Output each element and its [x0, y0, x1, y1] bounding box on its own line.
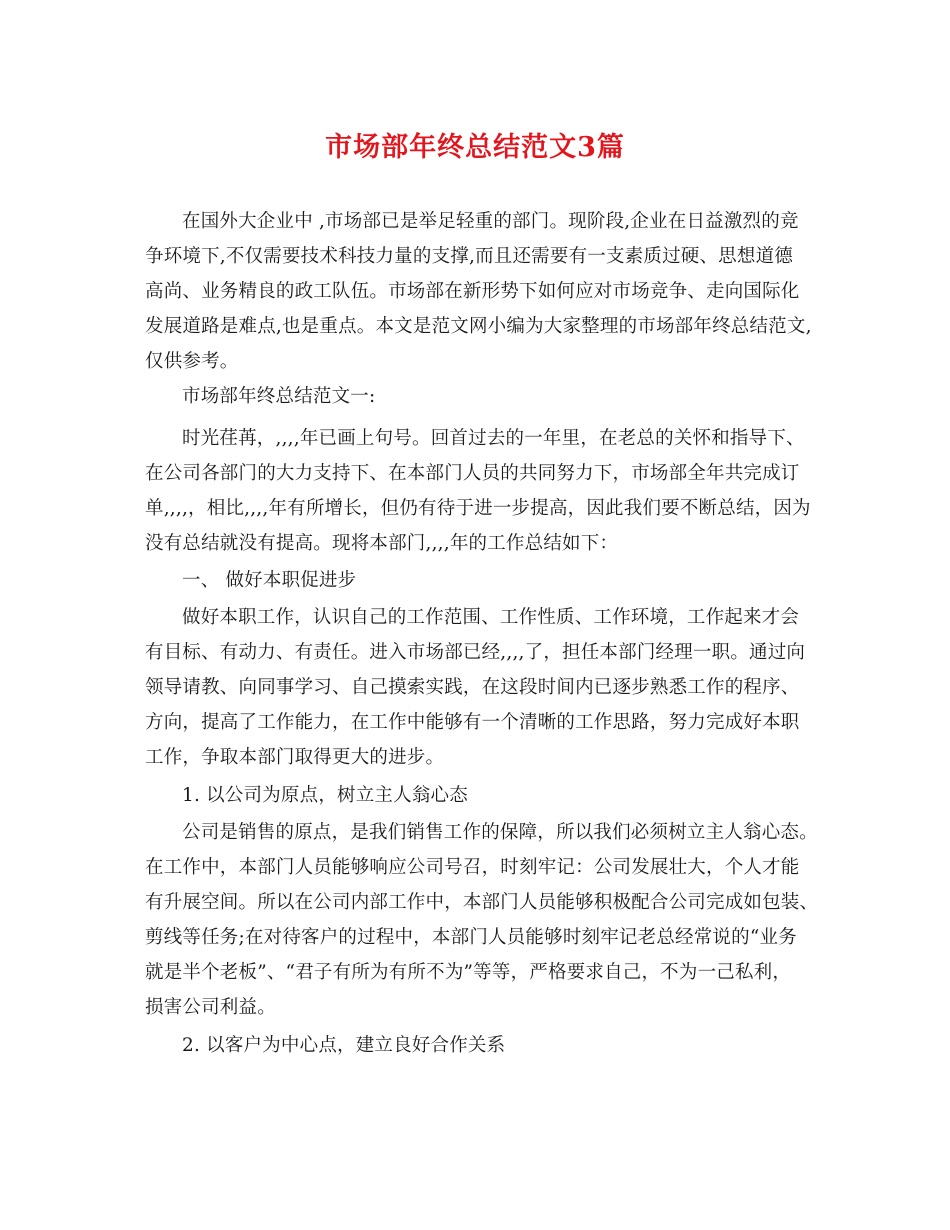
paragraph-line: 剪线等任务;在对待客户的过程中，本部门人员能够时刻牢记老总经常说的“业务	[145, 927, 797, 948]
paragraph-line: 时光荏苒，,,,,年已画上句号。回首过去的一年里，在老总的关怀和指导下、	[182, 428, 805, 449]
paragraph-line: 工作，争取本部门取得更大的进步。	[145, 747, 445, 768]
paragraph-line: 高尚、业务精良的政工队伍。市场部在新形势下如何应对市场竞争、走向国际化	[145, 281, 800, 302]
paragraph-line: 发展道路是难点,也是重点。本文是范文网小编为大家整理的市场部年终总结范文,	[145, 316, 812, 337]
paragraph-line: 做好本职工作，认识自己的工作范围、工作性质、工作环境，工作起来才会	[182, 607, 800, 628]
section-heading: 一、 做好本职促进步	[182, 570, 357, 591]
paragraph-line: 公司是销售的原点，是我们销售工作的保障，所以我们必须树立主人翁心态。	[182, 822, 818, 843]
paragraph-line: 单,,,,，相比,,,,年有所增长，但仍有待于进一步提高，因此我们要不断总结，因为	[145, 498, 811, 519]
paragraph-line: 有目标、有动力、有责任。进入市场部已经,,,,了，担任本部门经理一职。通过向	[145, 642, 806, 663]
paragraph-line: 仅供参考。	[145, 351, 239, 372]
paragraph-line: 方向，提高了工作能力，在工作中能够有一个清晰的工作思路，努力完成好本职	[145, 712, 800, 733]
paragraph-line: 领导请教、向同事学习、自己摸索实践，在这段时间内已逐步熟悉工作的程序、	[145, 677, 800, 698]
paragraph-line: 就是半个老板”、“君子有所为有所不为”等等，严格要求自己，不为一己私利，	[145, 962, 792, 983]
paragraph-line: 损害公司利益。	[145, 997, 276, 1018]
paragraph-line: 没有总结就没有提高。现将本部门,,,,年的工作总结如下：	[145, 533, 619, 554]
section-heading: 市场部年终总结范文一:	[182, 386, 376, 407]
section-heading: 1. 以公司为原点，树立主人翁心态	[182, 785, 468, 806]
paragraph-line: 争环境下,不仅需要技术科技力量的支撑,而且还需要有一支素质过硬、思想道德	[145, 246, 793, 267]
paragraph-line: 在国外大企业中 ,市场部已是举足轻重的部门。现阶段,企业在日益激烈的竞	[182, 211, 799, 232]
document-title: 市场部年终总结范文3篇	[325, 132, 625, 163]
paragraph-line: 在公司各部门的大力支持下、在本部门人员的共同努力下，市场部全年共完成订	[145, 463, 800, 484]
paragraph-line: 有升展空间。所以在公司内部工作中，本部门人员能够积极配合公司完成如包装、	[145, 892, 819, 913]
section-heading: 2. 以客户为中心点，建立良好合作关系	[182, 1035, 506, 1056]
paragraph-line: 在工作中，本部门人员能够响应公司号召，时刻牢记：公司发展壮大，个人才能	[145, 857, 800, 878]
